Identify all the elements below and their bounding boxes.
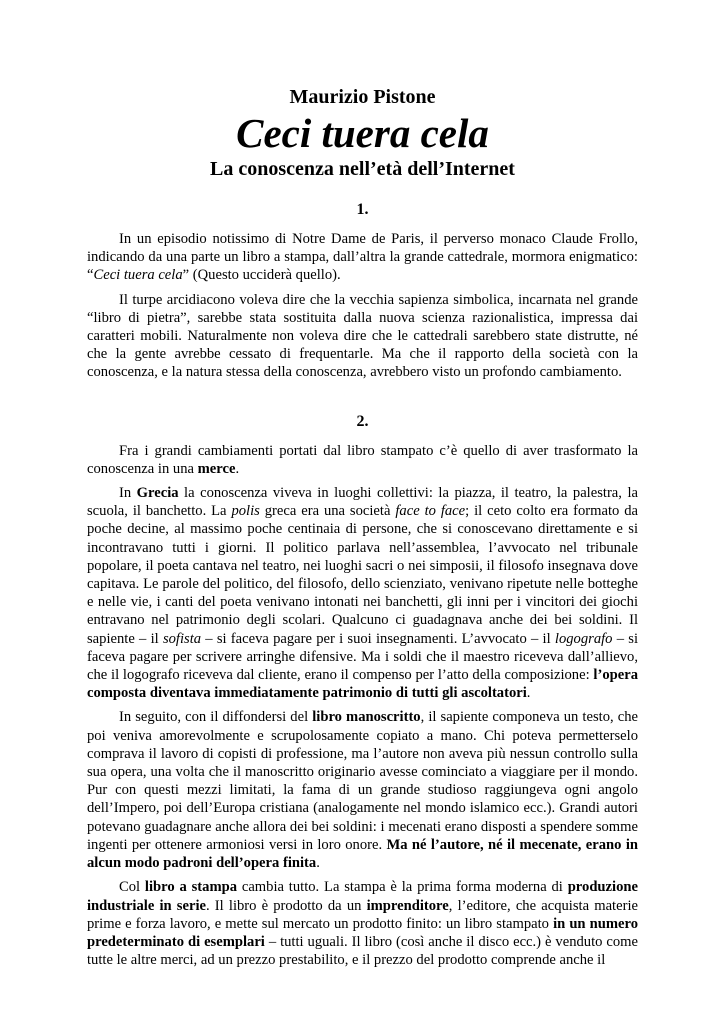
text-run: . Il libro è prodotto da un (205, 897, 367, 914)
section-number: 2. (356, 412, 369, 430)
text-run: greca era una società (259, 503, 396, 520)
bold-run: in un numero predeterminato di esemplari (87, 915, 639, 950)
section-2 (87, 412, 638, 970)
text-run: . (316, 855, 320, 872)
paragraph (87, 878, 638, 969)
text-run: . (526, 685, 531, 702)
italic-run: polis (231, 503, 260, 520)
text-run: – tutti uguali. Il libro (così anche il disco ecc.) è venduto come tutte le altre merci, ad un prezzo prestabilito, e il prezzo del prodotto comprende anche il (87, 933, 638, 969)
text-run: In seguito, con il diffondersi del (119, 709, 313, 726)
text-run: In (119, 485, 137, 502)
section-number: 1. (356, 201, 369, 218)
bold-run: imprenditore (366, 897, 449, 914)
paragraph (87, 230, 638, 285)
italic-run: logografo (554, 630, 613, 647)
bold-run: produzione industriale in serie (87, 879, 638, 914)
text-run: . (235, 460, 240, 477)
paragraph (87, 291, 638, 382)
section-1 (87, 200, 638, 382)
paragraph (87, 442, 638, 478)
bold-run: merce (197, 460, 236, 477)
text-run: Col (119, 879, 145, 896)
text-run: , il sapiente componeva un testo, che poi veniva amorevolmente e scrupolosamente copiato a mano. Chi poteva permetterselo comprava il lavoro di copisti di professione, ma l’autore non aveva più nessun controllo sulla sua opera, una volta che il manoscritto originario avesse cominciato a viaggiare per il mondo. Pur con questi mezzi limitati, la fama di un grande studioso raggiungeva ogni angolo dell’Impero, poi dell’Europa cristiana (analogamente nel mondo islamico ecc.). Grandi autori potevano guadagnare anche allora dei bei soldini: i mecenati erano disposti a spendere somme ingenti per ottenere armoniosi versi in loro onore. (87, 709, 638, 853)
text-run: ; il ceto colto era formato da poche decine, al massimo poche centinaia di persone, che si conoscevano direttamente e si incontravano tutti i giorni. Il politico parlava nell’assemblea, l’avvocato nel tribunale popolare, il poeta cantava nel teatro, nei luoghi sacri o nei simposii, il filosofo insegnava dove capitava. Le parole del politico, del filosofo, dello scienziato, venivano ripetute nelle botteghe e nelle vie, i canti del poeta venivano intonati nei banchetti, gli inni per i vincitori dei giochi entravano nel patrimonio degli scolari. Qualcuno ci guadagnava anche dei bei soldini. Il sapiente – il (87, 503, 639, 647)
paragraph (87, 484, 638, 702)
text-run: – si faceva pagare per i suoi insegnamenti. L’avvocato – il (201, 630, 555, 647)
text-run: , l’editore, che acquista materie prime e forza lavoro, e mette sul mercato un prodotto finito: un libro stampato (87, 897, 638, 932)
text-run: – si faceva pagare per scrivere arringhe difensive. Ma i soldi che il maestro riceveva dall’allievo, che il logografo riceveva dal cliente, erano il compenso per l’atto della composizione: (87, 630, 638, 684)
document-title: Ceci tuera cela (236, 110, 489, 156)
italic-run: sofista (162, 630, 202, 647)
bold-run: l’opera composta diventava immediatamente patrimonio di tutti gli ascoltatori (87, 667, 638, 702)
text-run: la conoscenza viveva in luoghi collettivi: la piazza, il teatro, la palestra, la scuola, il banchetto. La (87, 485, 638, 520)
paragraph (87, 708, 638, 872)
author-name: Maurizio Pistone (289, 86, 436, 108)
bold-run: libro a stampa (144, 879, 238, 896)
bold-run: Ma né l’autore, né il mecenate, erano in alcun modo padroni dell’opera finita (87, 836, 638, 872)
text-run: cambia tutto. La stampa è la prima forma moderna di (237, 879, 568, 896)
text-run: In un episodio notissimo di Notre Dame de Paris, il perverso monaco Claude Frollo, indicando da una parte un libro a stampa, dall’altra la grande cattedrale, mormora enigmatico: “ (87, 231, 638, 284)
document-subtitle: La conoscenza nell’età dell’Internet (210, 158, 515, 180)
bold-run: libro manoscritto (312, 709, 421, 726)
italic-run: Ceci tuera cela (93, 267, 183, 284)
text-run: Il turpe arcidiacono voleva dire che la vecchia sapienza simbolica, incarnata nel grande “libro di pietra”, sarebbe stata sostituita dalla nuova scienza razionalistica, impressa dai caratteri mobili. Naturalmente non voleva dire che le cattedrali sarebbero state distrutte, né che la gente avrebbe cessato di frequentarle. Ma che il rapporto della società con la conoscenza, e la natura stessa della conoscenza, avrebbero visto un profondo cambiamento. (87, 291, 638, 381)
text-run: Fra i grandi cambiamenti portati dal libro stampato c’è quello di aver trasformato la conoscenza in una (87, 442, 638, 477)
bold-run: Grecia (136, 485, 179, 502)
text-run: ” (Questo ucciderà quello). (182, 267, 341, 284)
italic-run: face to face (395, 503, 466, 520)
document-page (87, 84, 638, 975)
